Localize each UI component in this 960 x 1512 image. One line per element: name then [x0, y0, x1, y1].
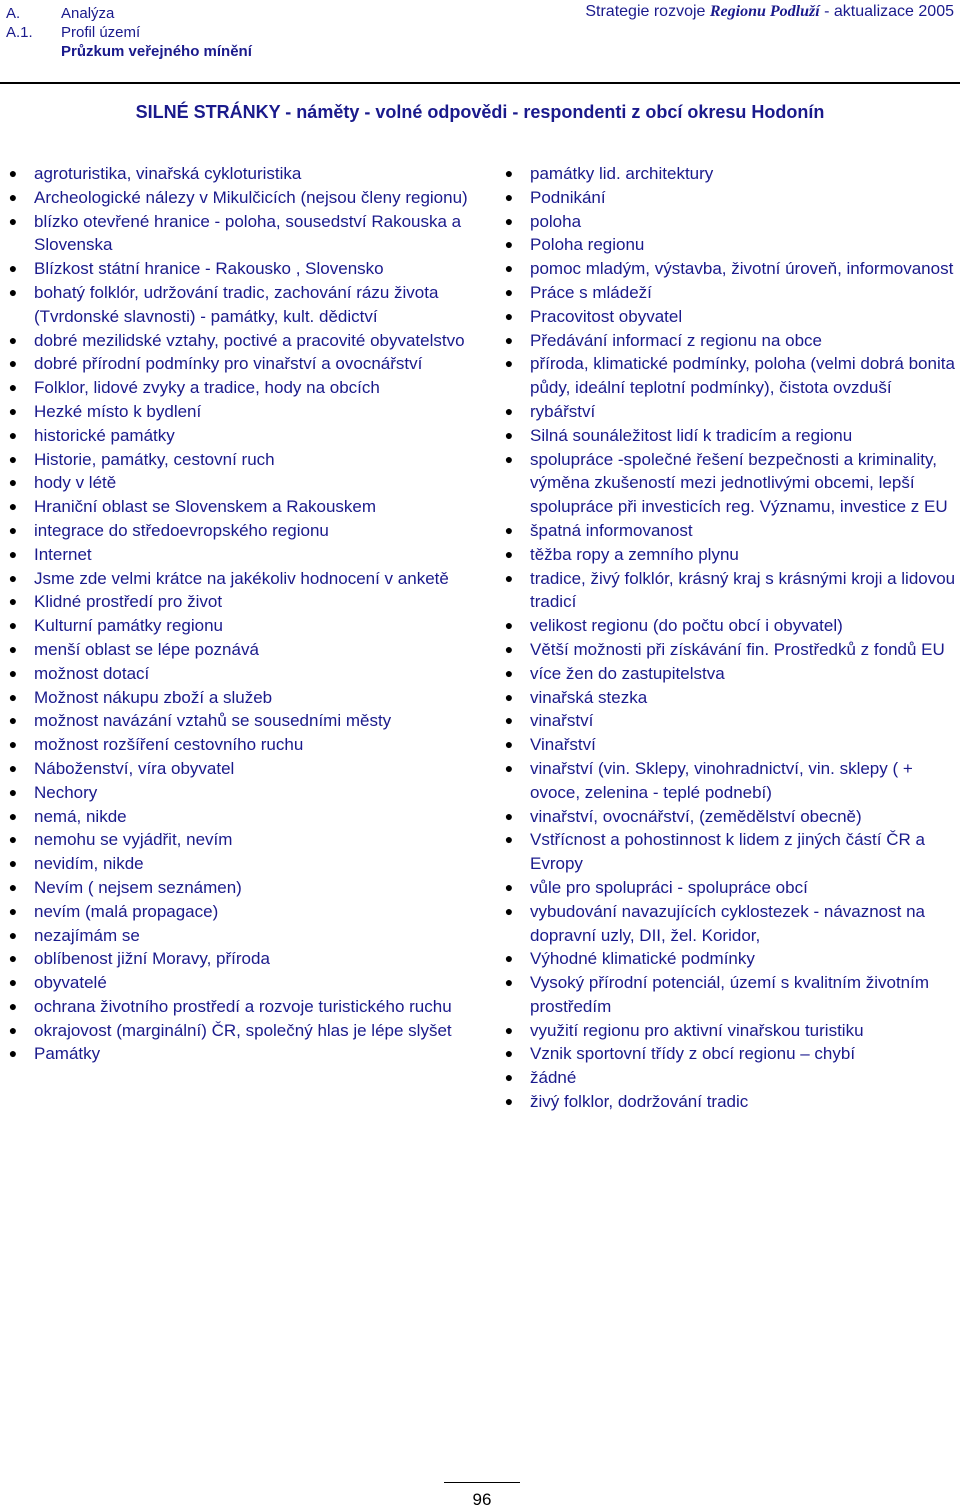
bullet-icon: ● — [504, 402, 514, 419]
bullet-icon: ● — [504, 545, 514, 562]
bullet-icon: ● — [8, 617, 18, 634]
list-item — [0, 614, 470, 638]
list-item-text: nevím (malá propagace) — [34, 901, 219, 921]
section-header — [6, 4, 252, 61]
bullet-icon: ● — [8, 498, 18, 515]
list-item — [496, 614, 956, 638]
document-title — [585, 2, 954, 21]
list-item — [496, 400, 956, 424]
list-item — [496, 1042, 956, 1066]
bullet-icon: ● — [8, 1021, 18, 1038]
bullet-icon: ● — [504, 1021, 514, 1038]
list-item — [496, 947, 956, 971]
subsection-label: Průzkum veřejného mínění — [61, 43, 252, 60]
bullet-icon: ● — [504, 569, 514, 586]
list-item-text: Jsme zde velmi krátce na jakékoliv hodnocení v anketě — [34, 568, 449, 588]
list-item — [0, 924, 470, 948]
bullet-icon: ● — [504, 236, 514, 253]
list-item — [496, 543, 956, 567]
list-item-text: Náboženství, víra obyvatel — [34, 758, 235, 778]
list-item-text: Silná sounáležitost lidí k tradicím a regionu — [530, 425, 853, 445]
bullet-icon: ● — [8, 450, 18, 467]
list-item-text: hody v létě — [34, 473, 117, 493]
bullet-icon: ● — [8, 640, 18, 657]
bullet-icon: ● — [8, 188, 18, 205]
list-item — [0, 281, 470, 329]
bullet-icon: ● — [8, 212, 18, 229]
left-column-list — [0, 162, 470, 1066]
list-item-text: historické památky — [34, 425, 175, 445]
list-item — [0, 424, 470, 448]
list-item — [496, 662, 956, 686]
list-item — [496, 210, 956, 234]
bullet-icon: ● — [504, 807, 514, 824]
bullet-icon: ● — [8, 902, 18, 919]
section-a-row — [6, 4, 252, 23]
list-item — [496, 329, 956, 353]
list-item-text: poloha — [530, 211, 582, 231]
list-item-text: okrajovost (marginální) ČR, společný hlas je lépe slyšet — [34, 1020, 452, 1040]
bullet-icon: ● — [504, 759, 514, 776]
bullet-icon: ● — [8, 569, 18, 586]
list-item — [496, 900, 956, 948]
list-item-text: spolupráce -společné řešení bezpečnosti a kriminality, výměna zkušeností mezi jednotlivými obcemi, lepší spolupráce při investicích reg. Významu, investice z EU — [530, 449, 948, 517]
list-item-text: Podnikání — [530, 187, 606, 207]
document-title-region: Regionu Podluží — [709, 3, 820, 20]
list-item-text: integrace do středoevropského regionu — [34, 520, 329, 540]
list-item — [496, 162, 956, 186]
bullet-icon: ● — [8, 474, 18, 491]
list-item — [496, 424, 956, 448]
bullet-icon: ● — [8, 355, 18, 372]
bullet-icon: ● — [504, 664, 514, 681]
bullet-icon: ● — [8, 997, 18, 1014]
list-item — [496, 1019, 956, 1043]
right-column-list — [496, 162, 956, 1114]
section-a1-row — [6, 23, 252, 42]
list-item — [0, 1042, 470, 1066]
list-item-text: vybudování navazujících cyklostezek - návaznost na dopravní uzly, DII, žel. Koridor, — [530, 901, 925, 945]
list-item-text: tradice, živý folklór, krásný kraj s krásnými kroji a lidovou tradicí — [530, 568, 956, 612]
list-item — [496, 805, 956, 829]
list-item-text: vinařství, ovocnářství, (zemědělství obecně) — [530, 806, 862, 826]
list-item-text: živý folklor, dodržování tradic — [530, 1092, 749, 1112]
list-item-text: Internet — [34, 544, 92, 564]
list-item-text: nezajímám se — [34, 925, 140, 945]
list-item — [496, 305, 956, 329]
list-item-text: památky lid. architektury — [530, 164, 714, 183]
list-item — [496, 257, 956, 281]
list-item-text: Blízkost státní hranice - Rakousko , Slovensko — [34, 259, 384, 279]
list-item-text: ochrana životního prostředí a rozvoje turistického ruchu — [34, 996, 452, 1016]
bullet-icon: ● — [8, 402, 18, 419]
list-item — [496, 709, 956, 733]
list-item — [496, 281, 956, 305]
list-item-text: dobré přírodní podmínky pro vinařství a ovocnářství — [34, 354, 423, 374]
bullet-icon: ● — [504, 617, 514, 634]
list-item-text: možnost rozšíření cestovního ruchu — [34, 735, 304, 755]
list-item-text: Možnost nákupu zboží a služeb — [34, 687, 273, 707]
list-item — [0, 329, 470, 353]
bullet-icon: ● — [8, 926, 18, 943]
list-item — [0, 709, 470, 733]
list-item-text: Hraniční oblast se Slovenskem a Rakouskem — [34, 497, 377, 517]
list-item — [0, 448, 470, 472]
bullet-icon: ● — [8, 878, 18, 895]
list-item-text: špatná informovanost — [530, 520, 693, 540]
page-title: SILNÉ STRÁNKY - náměty - volné odpovědi - respondenti z obcí okresu Hodonín — [135, 102, 825, 122]
list-item — [0, 876, 470, 900]
bullet-icon: ● — [8, 783, 18, 800]
list-item — [496, 1090, 956, 1114]
bullet-icon: ● — [8, 688, 18, 705]
list-item-text: obyvatelé — [34, 973, 107, 993]
list-item-text: těžba ropy a zemního plynu — [530, 544, 739, 564]
list-item-text: více žen do zastupitelstva — [530, 663, 725, 683]
bullet-icon: ● — [8, 521, 18, 538]
bullet-icon: ● — [504, 283, 514, 300]
list-item-text: oblíbenost jižní Moravy, příroda — [34, 949, 270, 969]
bullet-icon: ● — [504, 331, 514, 348]
bullet-icon: ● — [8, 426, 18, 443]
bullet-icon: ● — [504, 974, 514, 991]
bullet-icon: ● — [8, 165, 18, 181]
list-item — [0, 376, 470, 400]
footer-divider — [444, 1482, 520, 1483]
bullet-icon: ● — [504, 521, 514, 538]
list-item — [496, 757, 956, 805]
bullet-icon: ● — [504, 1045, 514, 1062]
list-item — [496, 352, 956, 400]
list-item — [0, 162, 470, 186]
list-item — [0, 567, 470, 591]
list-item-text: pomoc mladým, výstavba, životní úroveň, informovanost — [530, 259, 954, 279]
list-item — [496, 233, 956, 257]
section-a-label: Analýza — [61, 5, 115, 22]
list-item — [496, 876, 956, 900]
list-item — [0, 852, 470, 876]
bullet-icon: ● — [504, 426, 514, 443]
list-item — [496, 186, 956, 210]
list-item-text: Nechory — [34, 782, 98, 802]
list-item-text: Nevím ( nejsem seznámen) — [34, 877, 242, 897]
section-a1-label: Profil území — [61, 24, 141, 41]
list-item — [496, 1066, 956, 1090]
list-item-text: Poloha regionu — [530, 235, 645, 255]
section-a-number: A. — [6, 5, 21, 22]
document-title-prefix: Strategie rozvoje — [585, 3, 710, 20]
page-number: 96 — [472, 1490, 492, 1509]
bullet-icon: ● — [8, 831, 18, 848]
list-item-text: Památky — [34, 1044, 101, 1064]
list-item — [0, 995, 470, 1019]
bullet-icon: ● — [504, 1069, 514, 1086]
list-item — [0, 1019, 470, 1043]
list-item-text: Vstřícnost a pohostinnost k lidem z jiných částí ČR a Evropy — [530, 830, 925, 874]
list-item-text: nemohu se vyjádřit, nevím — [34, 830, 233, 850]
bullet-icon: ● — [8, 807, 18, 824]
list-item-text: Folklor, lidové zvyky a tradice, hody na obcích — [34, 378, 380, 398]
bullet-icon: ● — [8, 1045, 18, 1062]
list-item — [0, 900, 470, 924]
bullet-icon: ● — [504, 878, 514, 895]
list-item-text: blízko otevřené hranice - poloha, sousedství Rakouska a Slovenska — [34, 211, 462, 255]
bullet-icon: ● — [504, 450, 514, 467]
list-item-text: dobré mezilidské vztahy, poctivé a pracovité obyvatelstvo — [34, 330, 465, 350]
list-item-text: vůle pro spolupráci - spolupráce obcí — [530, 877, 808, 897]
list-item-text: Větší možnosti při získávání fin. Prostředků z fondů EU — [530, 639, 945, 659]
list-item — [0, 733, 470, 757]
bullet-icon: ● — [504, 307, 514, 324]
section-a1-number: A.1. — [6, 24, 33, 41]
bullet-icon: ● — [504, 260, 514, 277]
list-item — [0, 495, 470, 519]
bullet-icon: ● — [8, 736, 18, 753]
list-item-text: žádné — [530, 1068, 577, 1088]
list-item — [0, 590, 470, 614]
list-item — [496, 638, 956, 662]
bullet-icon: ● — [504, 188, 514, 205]
list-item-text: rybářství — [530, 401, 596, 421]
list-item — [0, 805, 470, 829]
bullet-icon: ● — [8, 545, 18, 562]
list-item — [0, 947, 470, 971]
bullet-icon: ● — [8, 855, 18, 872]
list-item — [0, 257, 470, 281]
list-item-text: vinařství — [530, 711, 594, 731]
bullet-icon: ● — [504, 212, 514, 229]
list-item — [0, 400, 470, 424]
bullet-icon: ● — [504, 688, 514, 705]
list-item — [496, 567, 956, 615]
list-item — [0, 686, 470, 710]
list-item-text: Historie, památky, cestovní ruch — [34, 449, 275, 469]
list-item-text: Archeologické nálezy v Mikulčicích (nejsou členy regionu) — [34, 187, 468, 207]
list-item-text: vinařská stezka — [530, 687, 648, 707]
list-item-text: možnost dotací — [34, 663, 150, 683]
bullet-icon: ● — [504, 831, 514, 848]
list-item — [0, 971, 470, 995]
list-item — [0, 828, 470, 852]
list-item-text: příroda, klimatické podmínky, poloha (velmi dobrá bonita půdy, ideální teplotní podmínky), čistota ovzduší — [530, 354, 955, 398]
bullet-icon: ● — [504, 950, 514, 967]
bullet-icon: ● — [8, 759, 18, 776]
list-item-text: nevidím, nikde — [34, 854, 144, 874]
bullet-icon: ● — [8, 593, 18, 610]
bullet-icon: ● — [504, 640, 514, 657]
bullet-icon: ● — [8, 260, 18, 277]
list-item — [0, 471, 470, 495]
bullet-icon: ● — [504, 355, 514, 372]
list-item-text: Klidné prostředí pro život — [34, 592, 223, 612]
bullet-icon: ● — [8, 950, 18, 967]
list-item — [496, 686, 956, 710]
list-item-text: Vinařství — [530, 735, 596, 755]
header-divider — [0, 82, 960, 84]
list-item-text: bohatý folklór, udržování tradic, zachování rázu života (Tvrdonské slavnosti) - památky, kult. dědictví — [34, 282, 439, 326]
list-item-text: Práce s mládeží — [530, 282, 652, 302]
bullet-icon: ● — [8, 664, 18, 681]
bullet-icon: ● — [8, 974, 18, 991]
list-item — [496, 971, 956, 1019]
bullet-icon: ● — [504, 736, 514, 753]
document-title-suffix: - aktualizace 2005 — [819, 3, 954, 20]
list-item-text: Vysoký přírodní potenciál, území s kvalitním životním prostředím — [530, 973, 930, 1016]
list-item-text: agroturistika, vinařská cykloturistika — [34, 164, 302, 183]
list-item — [496, 828, 956, 876]
list-item — [0, 638, 470, 662]
subsection-row — [6, 42, 252, 61]
list-item — [0, 757, 470, 781]
list-item-text: možnost navázání vztahů se sousedními městy — [34, 711, 392, 731]
list-item-text: nemá, nikde — [34, 806, 127, 826]
bullet-icon: ● — [504, 165, 514, 181]
list-item — [0, 210, 470, 258]
list-item-text: Vznik sportovní třídy z obcí regionu – chybí — [530, 1044, 856, 1064]
list-item — [0, 781, 470, 805]
list-item-text: využití regionu pro aktivní vinařskou turistiku — [530, 1020, 864, 1040]
bullet-icon: ● — [8, 712, 18, 729]
list-item — [0, 519, 470, 543]
list-item — [496, 448, 956, 519]
bullet-icon: ● — [504, 902, 514, 919]
list-item — [0, 662, 470, 686]
list-item-text: velikost regionu (do počtu obcí i obyvatel) — [530, 616, 843, 636]
bullet-icon: ● — [504, 1093, 514, 1110]
list-item — [496, 519, 956, 543]
list-item-text: Výhodné klimatické podmínky — [530, 949, 755, 969]
list-item — [0, 543, 470, 567]
list-item-text: Hezké místo k bydlení — [34, 401, 202, 421]
list-item-text: vinařství (vin. Sklepy, vinohradnictví, vin. sklepy ( + ovoce, zelenina - teplé podnebí) — [530, 758, 913, 802]
bullet-icon: ● — [504, 712, 514, 729]
bullet-icon: ● — [8, 379, 18, 396]
bullet-icon: ● — [8, 331, 18, 348]
list-item — [496, 733, 956, 757]
list-item — [0, 352, 470, 376]
bullet-icon: ● — [8, 283, 18, 300]
list-item-text: Kulturní památky regionu — [34, 616, 223, 636]
list-item — [0, 186, 470, 210]
list-item-text: Předávání informací z regionu na obce — [530, 330, 823, 350]
list-item-text: menší oblast se lépe poznává — [34, 639, 259, 659]
list-item-text: Pracovitost obyvatel — [530, 306, 683, 326]
